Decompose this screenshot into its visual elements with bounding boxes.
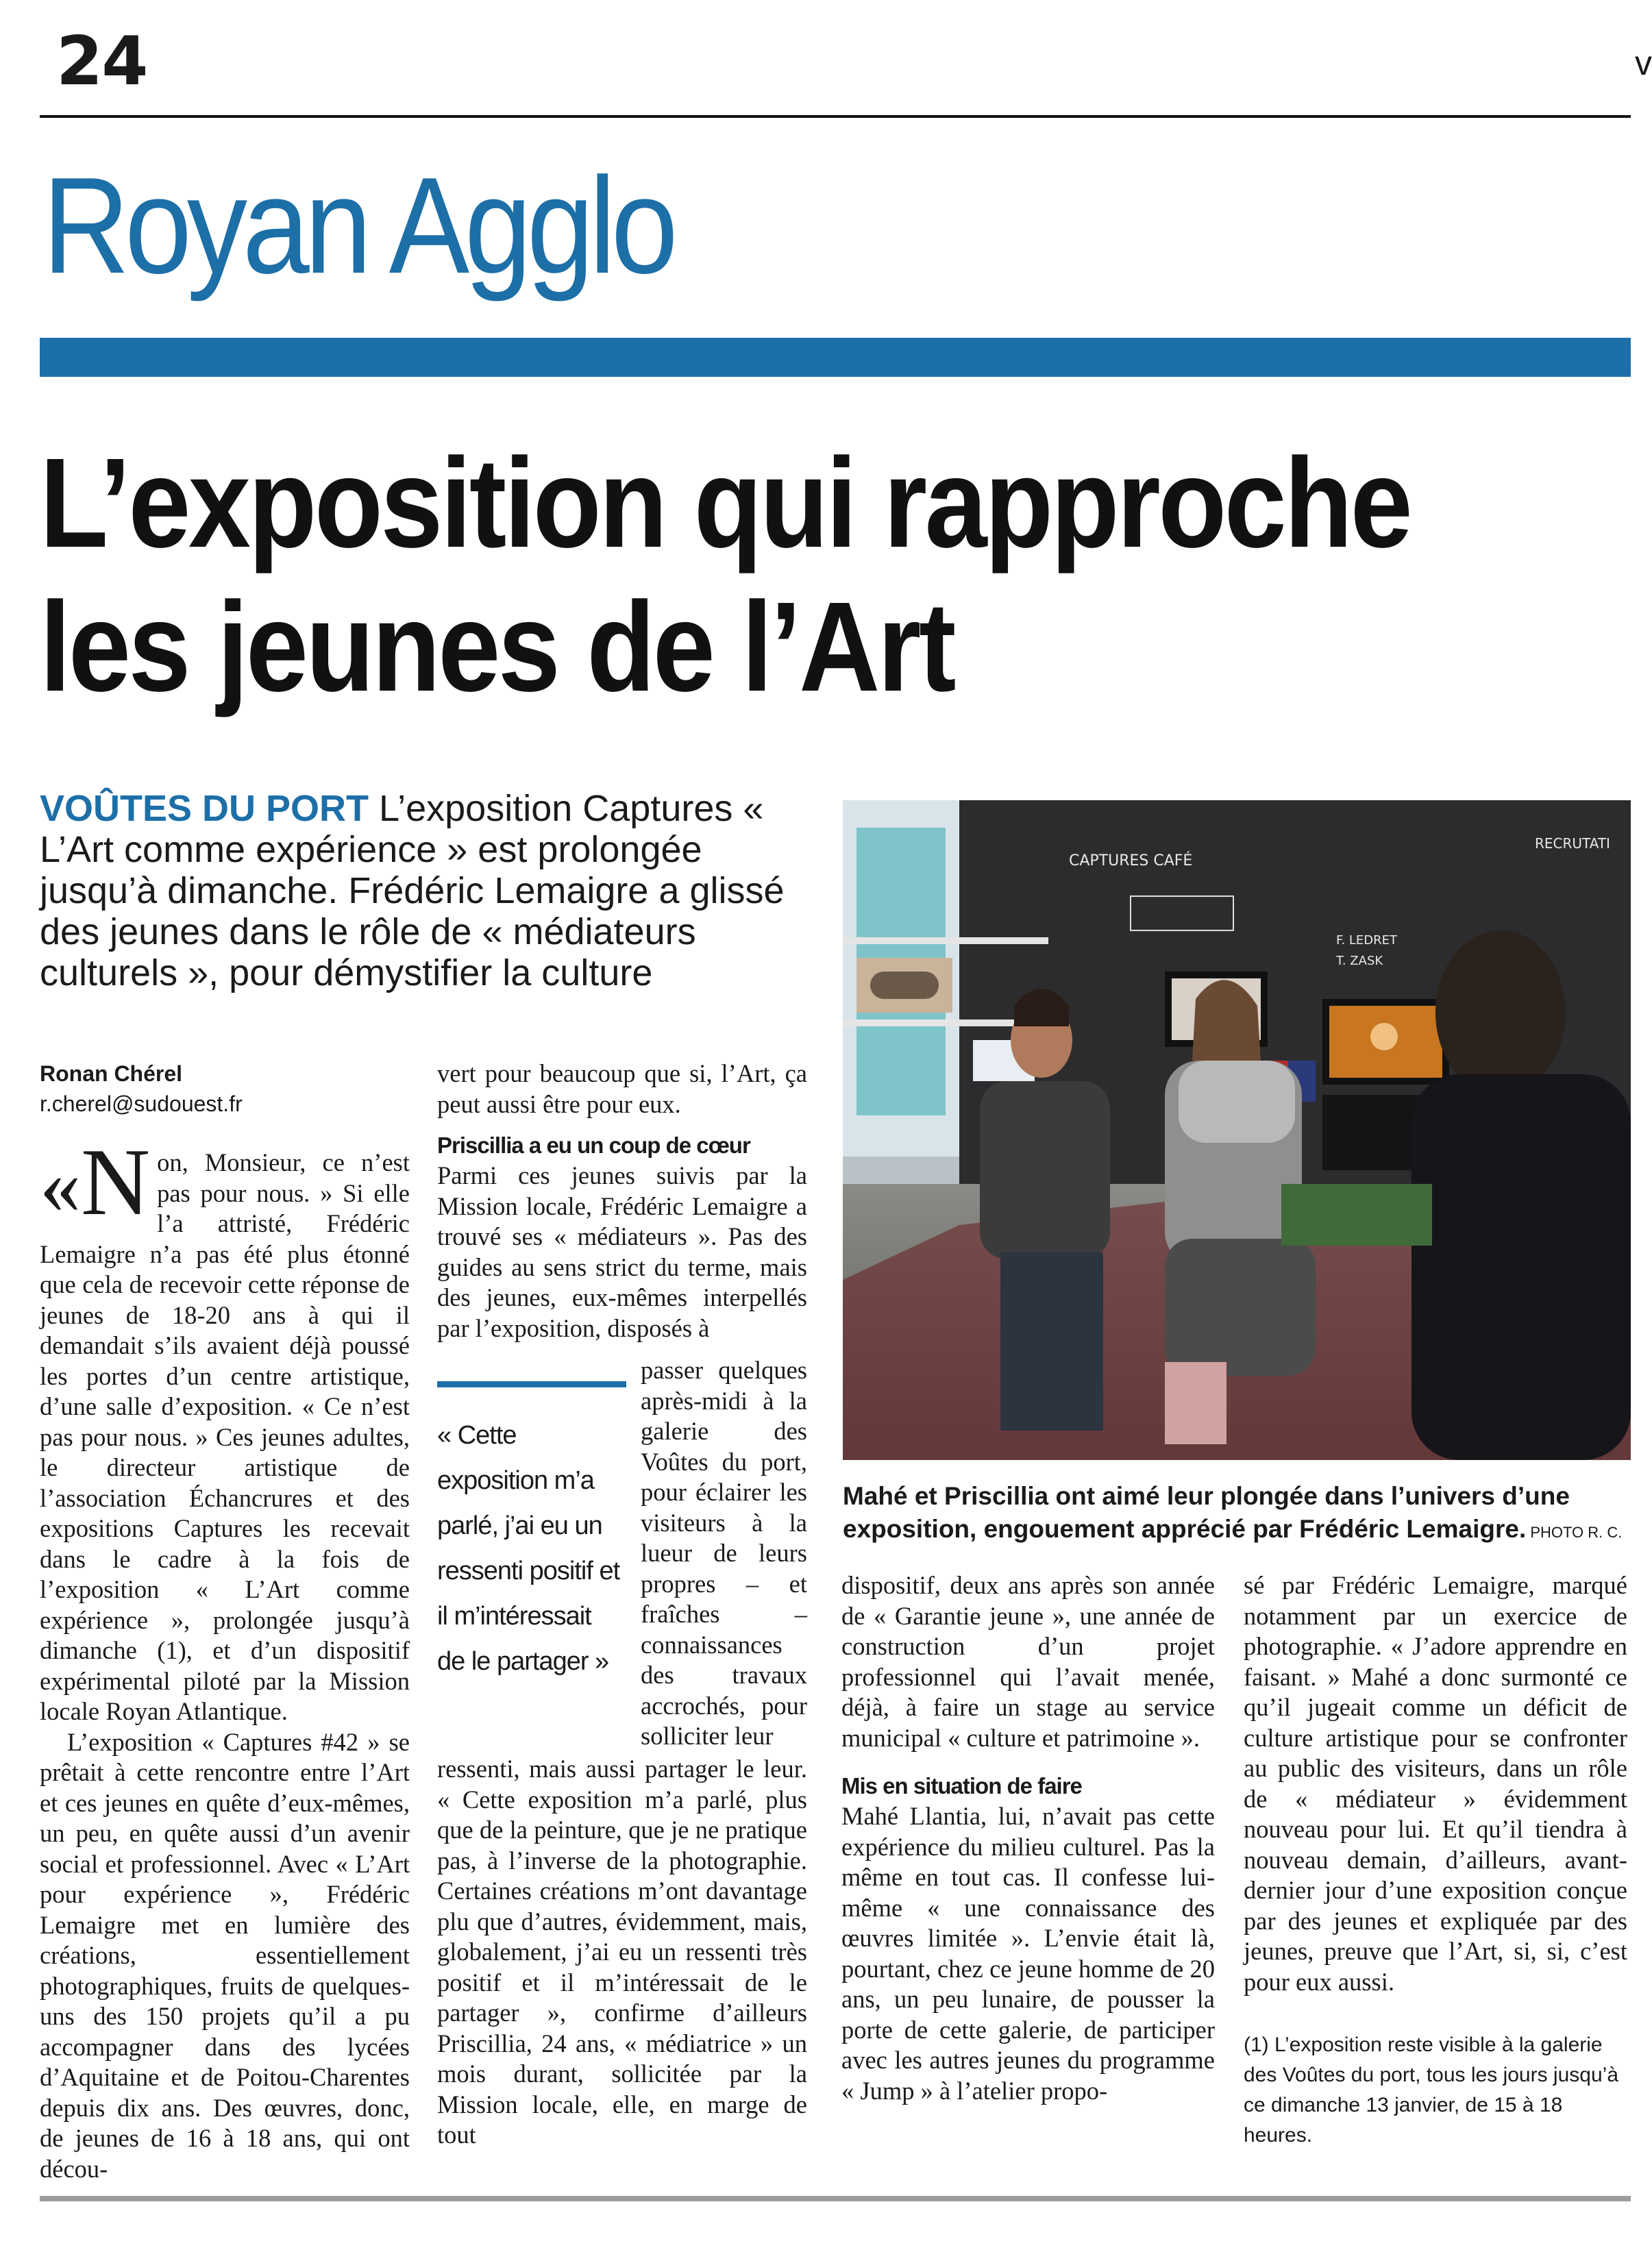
paragraph: sé par Frédéric Lemaigre, marqué notamment par un exercice de photographie. « J’adore apprendre en faisant. » Mahé a donc surmonté ce qu’il jugeait comme un déficit de culture artistique pour se confronter au public des visiteurs, dans un rôle de « médiateur » évidemment nouveau pour lui. Et qu’il tiendra à nouveau demain, d’ailleurs, avant-dernier jour d’une exposition conçue par des jeunes et expliquée par des jeunes, preuve que l’Art, si, si, c’est pour eux aussi. <box>1244 1571 1627 1996</box>
article-column-2 <box>437 1059 807 1344</box>
photo-caption <box>843 1480 1634 1549</box>
article-column-2-narrow <box>641 1355 807 1752</box>
photo-credit: PHOTO R. C. <box>1526 1524 1623 1541</box>
board-text-1: CAPTURES CAFÉ <box>1069 852 1193 869</box>
article-column-3 <box>841 1570 1215 2106</box>
drop-cap <box>40 1129 151 1235</box>
pull-quote: « Cette exposition m’a parlé, j’ai eu un ressenti positif et il m’intéressait de le partager » <box>437 1421 620 1676</box>
edition-mark: v <box>1635 44 1652 82</box>
article-photo <box>843 800 1631 1460</box>
board-text-4: RECRUTATI <box>1535 835 1610 852</box>
section-title: Royan Agglo <box>42 149 674 302</box>
caption-text: Mahé et Priscillia ont aimé leur plongée dans l’univers d’une exposition, engouement apprécié par Frédéric Lemaigre. <box>843 1482 1570 1543</box>
kicker: VOÛTES DU PORT <box>40 788 369 829</box>
lead-paragraph <box>40 788 814 993</box>
paragraph: vert pour beaucoup que si, l’Art, ça peut aussi être pour eux. <box>437 1059 807 1118</box>
paragraph: ressenti, mais aussi partager le leur. « Cette exposition m’a parlé, plus que de la peinture, que je ne pratique pas, à l’inverse de la photographie. Certaines créations m’ont davantage plu que d’autres, évidemment, mais, globalement, j’ai eu un ressenti très positif et il m’intéressait de le partager », confirme d’ailleurs Priscillia, 24 ans, « médiatrice » un mois durant, sollicitée par la Mission locale, elle, en marge de tout <box>437 1755 807 2149</box>
author-name: Ronan Chérel <box>40 1061 183 1086</box>
paragraph: on, Monsieur, ce n’est pas pour nous. » Si elle l’a attristé, Frédéric Lemaigre n’a pas été plus étonné que cela de recevoir cette réponse de jeunes de 18-20 ans à qui il demandait s’ils avaient déjà poussé les portes d’un centre artistique, d’une salle d’exposition. « Ce n’est pas pour nous. » Ces jeunes adultes, le directeur artistique de l’association Échancrures et des expositions Captures les recevait dans le cadre à la fois de l’exposition « L’Art comme expérience », prolongée jusqu’à dimanche (1), et d’un dispositif expérimental piloté par la Mission locale Royan Atlantique. <box>40 1148 410 1725</box>
bottom-rule <box>40 2196 1631 2201</box>
page-number: 24 <box>56 23 147 101</box>
paragraph: dispositif, deux ans après son année de « Garantie jeune », une année de construction d’un projet professionnel qui l’avait menée, déjà, à faire un stage au service municipal « culture et patrimoine ». <box>841 1571 1215 1752</box>
author-email[interactable]: r.cherel@sudouest.fr <box>40 1091 243 1116</box>
article-column-2-bottom <box>437 1754 807 2151</box>
footnote: (1) L’exposition reste visible à la galerie des Voûtes du port, tous les jours jusqu’à ce dimanche 13 janvier, de 15 à 18 heures. <box>1244 2033 1619 2147</box>
paragraph: L’exposition « Captures #42 » se prêtait à cette rencontre entre l’Art et ces jeunes en quête d’eux-mêmes, un peu, en quête aussi d’un avenir social et professionnel. Avec « L’Art pour expérience », Frédéric Lemaigre met en lumière des créations, essentiellement photographiques, fruits de quelques-uns des 150 projets qu’il a pu accompagner dans des lycées d’Aquitaine et de Poitou-Charentes depuis dix ans. Des œuvres, donc, de jeunes de 16 à 18 ans, qui ont décou- <box>40 1727 410 2183</box>
drop-cap-letter: N <box>81 1129 151 1235</box>
top-rule <box>40 115 1631 118</box>
headline-line-2: les jeunes de l’Art <box>40 576 954 718</box>
lead-text: L’exposition Captures « L’Art comme expérience » est prolongée jusqu’à dimanche. Frédéric Lemaigre a glissé des jeunes dans le rôle de « médiateurs culturels », pour démystifier la culture <box>40 788 785 993</box>
photo-illustration <box>843 800 1631 1460</box>
section-bar <box>40 338 1631 377</box>
subhead: Priscillia a eu un coup de cœur <box>437 1133 750 1158</box>
paragraph: Mahé Llantia, lui, n’avait pas cette expérience du milieu culturel. Pas la même en tout cas. Il confesse lui-même « une connaissance des œuvres limitée ». L’envie était là, pourtant, chez ce jeune homme de 20 ans, un peu lunaire, de pousser la porte de cette galerie, de participer avec les autres jeunes du programme « Jump » à l’atelier propo- <box>841 1802 1215 2105</box>
subhead: Mis en situation de faire <box>841 1773 1082 1798</box>
board-text-3: T. ZASK <box>1336 954 1383 968</box>
pull-quote-bar <box>437 1381 626 1387</box>
paragraph: passer quelques après-midi à la galerie des Voûtes du port, pour éclairer les visiteurs à la lueur de leurs propres – et fraîches – connaissances des travaux accrochés, pour solliciter leur <box>641 1356 807 1750</box>
headline-line-1: L’exposition qui rapproche <box>40 432 1411 574</box>
paragraph: Parmi ces jeunes suivis par la Mission locale, Frédéric Lemaigre a trouvé ses « médiateurs ». Pas des guides au sens strict du terme, mais des jeunes, eux-mêmes interpellés par l’exposition, disposés à <box>437 1161 807 1342</box>
article-column-4 <box>1244 1570 1627 1997</box>
drop-cap-quote: « <box>40 1139 81 1231</box>
byline <box>40 1059 423 1119</box>
board-text-2: F. LEDRET <box>1336 933 1398 948</box>
article-column-1 <box>40 1129 410 2184</box>
